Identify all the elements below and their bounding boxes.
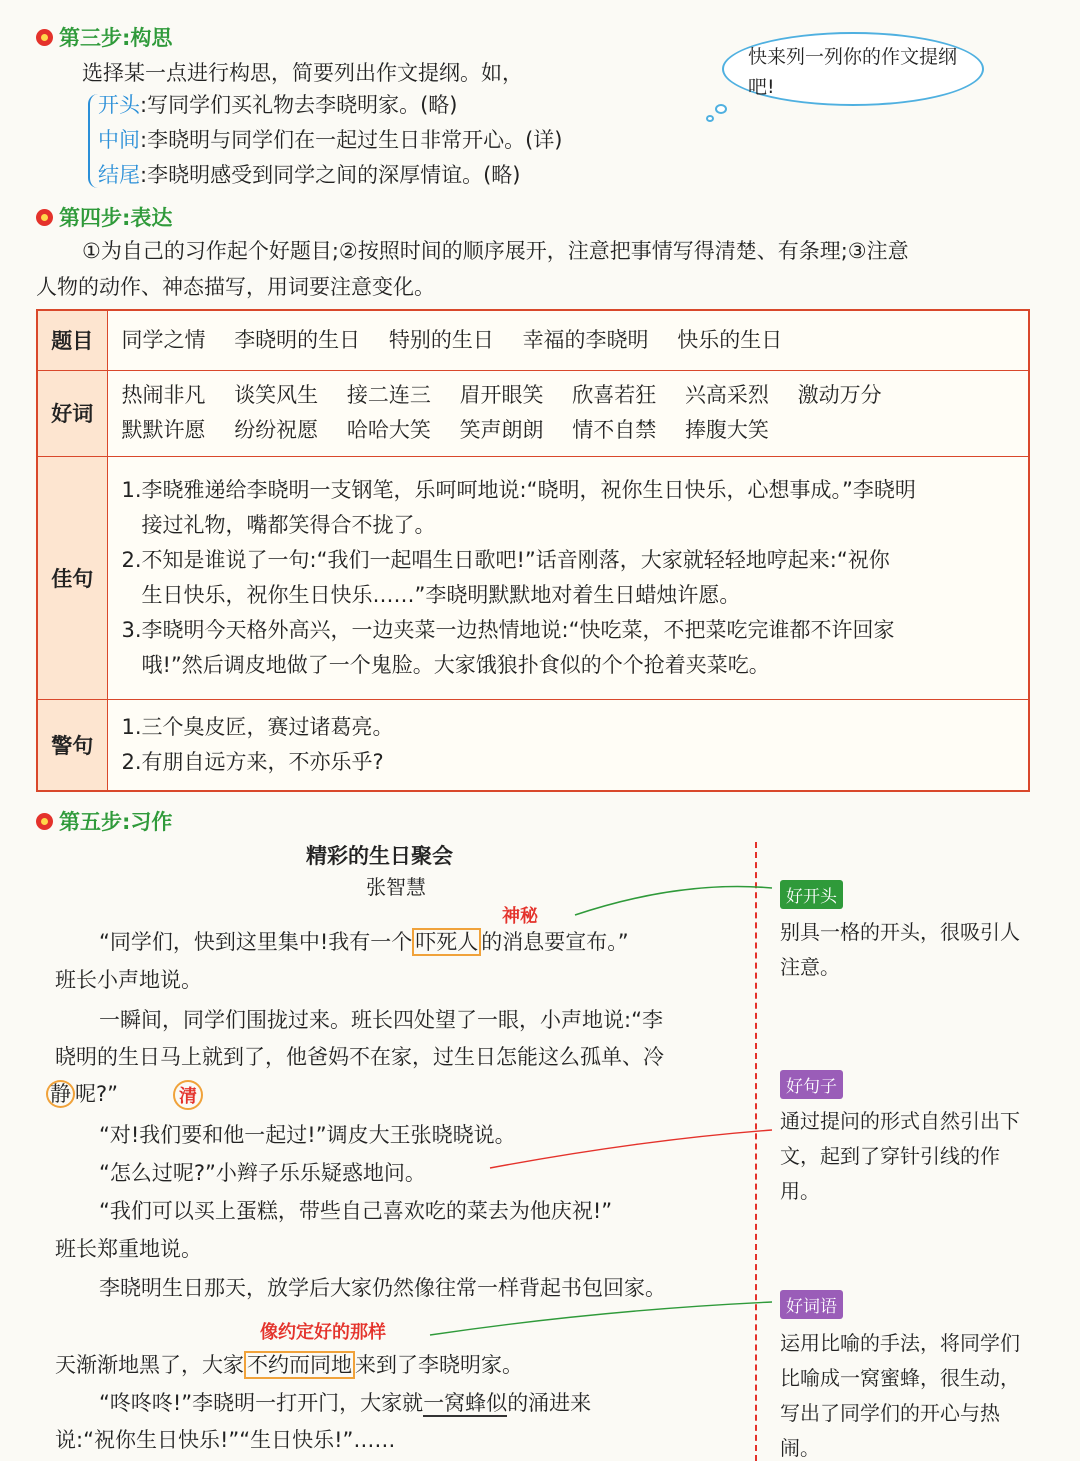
tag-good-sentence: 好句子 [780,1070,843,1099]
essay-line: 说:“祝你生日快乐!”“生日快乐!”…… [55,1428,396,1452]
titles-list: 同学之情 李晓明的生日 特别的生日 幸福的李晓明 快乐的生日 [121,327,783,352]
essay-line: “同学们，快到这里集中!我有一个 吓死人 的消息要宣布。” [99,930,629,954]
maxim-line: 1.三个臭皮匠，赛过诸葛亮。 [121,714,394,739]
essay-author: 张智慧 [366,875,426,899]
note-good-words: 运用比喻的手法，将同学们比喻成一窝蜜蜂，很生动，写出了同学们的开心与热闹。 [780,1331,1020,1460]
essay-line: “咚咚咚!”李晓明一打开门，大家就一窝蜂似的涌进来 [99,1391,592,1415]
words-list-1: 热闹非凡 谈笑风生 接二连三 眉开眼笑 欣喜若狂 兴高采烈 激动万分 [121,383,882,407]
essay-line: 静 呢?” [46,1076,118,1112]
essay-line: 班长郑重地说。 [55,1237,202,1261]
sentence-line: 2.不知是谁说了一句:“我们一起唱生日歌吧!”话音刚落，大家就轻轻地哼起来:“祝你 [121,547,890,572]
row-head-maxims: 警句 [37,699,107,791]
row-head-words: 好词 [37,370,107,456]
step3-intro: 选择某一点进行构思，简要列出作文提纲。如， [82,61,523,85]
essay-line: 班长小声地说。 [55,968,202,992]
row-head-sentences: 佳句 [37,456,107,699]
sentence-line: 3.李晓明今天格外高兴，一边夹菜一边热情地说:“快吃菜，不把菜吃完谁都不许回家 [121,617,895,642]
step5-heading: 第五步:习作 [36,806,172,836]
correction-mark: 清 [173,1080,203,1110]
outline-item-middle: 中间:李晓明与同学们在一起过生日非常开心。(详) [98,128,563,152]
sentence-line: 1.李晓雅递给李晓明一支钢笔，乐呵呵地说:“晓明，祝你生日快乐，心想事成。”李晓明 [121,477,916,502]
essay-line: “怎么过呢?”小辫子乐乐疑惑地问。 [99,1161,426,1185]
outline-item-end: 结尾:李晓明感受到同学之间的深厚情谊。(略) [98,163,521,187]
maxim-line: 2.有朋自远方来，不亦乐乎? [121,749,384,774]
essay-line: 天渐渐地黑了，大家 不约而同地 来到了李晓明家。 [55,1353,523,1377]
row-head-titles: 题目 [37,310,107,370]
essay-line: “我们可以买上蛋糕，带些自己喜欢吃的菜去为他庆祝!” [99,1199,613,1223]
sentence-line: 接过礼物，嘴都笑得合不拢了。 [141,512,436,537]
step4-line1: ①为自己的习作起个好题目;②按照时间的顺序展开，注意把事情写得清楚、有条理;③注意 [82,239,909,263]
essay-line: 一瞬间，同学们围拢过来。班长四处望了一眼，小声地说:“李 [99,1008,663,1032]
tag-good-words: 好词语 [780,1290,843,1319]
outline-item-start: 开头:写同学们买礼物去李晓明家。(略) [98,93,458,117]
step3-heading: 第三步:构思 [36,22,172,52]
essay-line: 李晓明生日那天，放学后大家仍然像往常一样背起书包回家。 [99,1276,666,1300]
tag-good-opening: 好开头 [780,880,843,909]
bubble-text: 快来列一列你的作文提纲吧! [748,46,958,98]
note-good-opening: 别具一格的开头，很吸引人注意。 [780,920,1020,979]
essay-line: 晓明的生日马上就到了，他爸妈不在家，过生日怎能这么孤单、冷 [55,1045,664,1069]
correction-mark: 像约定好的那样 [260,1322,386,1343]
sentence-line: 生日快乐，祝你生日快乐……”李晓明默默地对着生日蜡烛许愿。 [141,582,741,607]
note-good-sentence: 通过提问的形式自然引出下文，起到了穿针引线的作用。 [780,1109,1020,1203]
correction-mark: 神秘 [502,906,538,927]
step4-heading: 第四步:表达 [36,202,172,232]
words-list-2: 默默许愿 纷纷祝愿 哈哈大笑 笑声朗朗 情不自禁 捧腹大笑 [121,418,769,442]
step4-line2: 人物的动作、神态描写，用词要注意变化。 [36,275,435,299]
sentence-line: 哦!”然后调皮地做了一个鬼脸。大家饿狼扑食似的个个抢着夹菜吃。 [141,652,770,677]
essay-line: “对!我们要和他一起过!”调皮大王张晓晓说。 [99,1123,516,1147]
essay-title: 精彩的生日聚会 [306,844,453,868]
